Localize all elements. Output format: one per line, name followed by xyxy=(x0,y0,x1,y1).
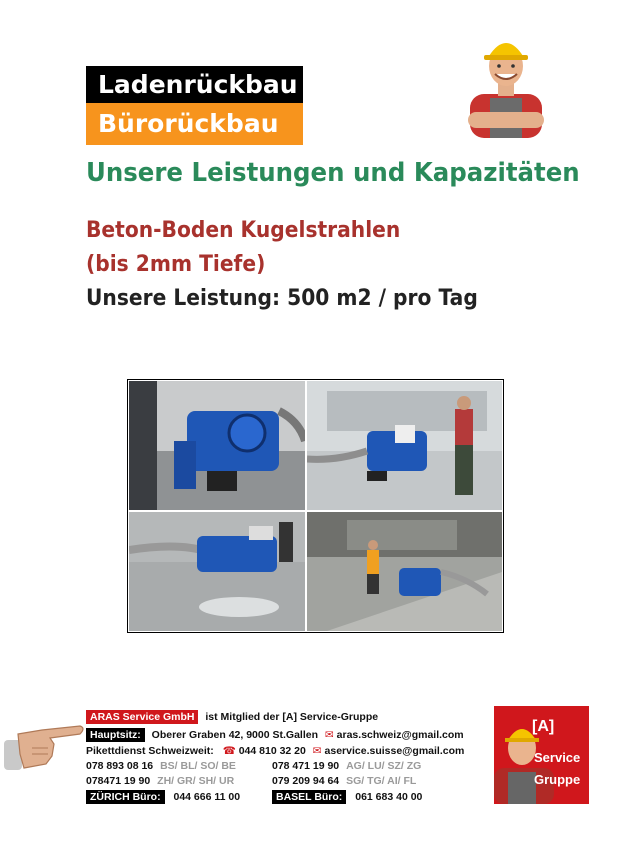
photo-shot-blaster-closeup xyxy=(129,381,305,510)
service-capacity: Unsere Leistung: 500 m2 / pro Tag xyxy=(86,286,478,311)
footer-phone-row-4 xyxy=(272,775,416,787)
member-text: ist Mitglied der [A] Service-Gruppe xyxy=(205,711,379,723)
phone-number[interactable]: 078 893 08 16 xyxy=(86,760,154,772)
email-secondary[interactable]: aservice.suisse@gmail.com xyxy=(324,745,465,757)
hq-label: Hauptsitz: xyxy=(86,728,145,742)
phone-regions: SG/ TG/ AI/ FL xyxy=(346,775,417,787)
footer-hq-line xyxy=(86,729,464,741)
service-depth: (bis 2mm Tiefe) xyxy=(86,252,266,277)
photo-worker-in-hall xyxy=(307,381,502,510)
footer-picket-line xyxy=(86,745,464,757)
footer-company-line xyxy=(86,711,378,723)
footer-phone-row-3 xyxy=(86,775,234,787)
photo-large-hall-operation xyxy=(307,512,502,631)
phone-number[interactable]: 079 209 94 64 xyxy=(272,775,340,787)
footer-phone-row-1 xyxy=(86,760,236,772)
email-icon: ✉ xyxy=(324,729,334,741)
picket-phone[interactable]: 044 810 32 20 xyxy=(238,745,306,757)
picket-label: Pikettdienst Schweizweit: xyxy=(86,745,214,757)
photo-grid xyxy=(127,379,504,633)
company-name-badge: ARAS Service GmbH xyxy=(86,710,198,724)
title-ladenrueckbau: Ladenrückbau xyxy=(86,66,303,103)
service-name: Beton-Boden Kugelstrahlen xyxy=(86,218,401,243)
photo-machine-with-hose xyxy=(129,512,305,631)
zurich-label: ZÜRICH Büro: xyxy=(86,790,165,804)
headline: Unsere Leistungen und Kapazitäten xyxy=(86,158,580,188)
logo-bracket: [A] xyxy=(532,718,555,735)
email-icon: ✉ xyxy=(312,745,322,757)
basel-phone[interactable]: 061 683 40 00 xyxy=(355,791,423,803)
footer-phone-row-2 xyxy=(272,760,421,772)
email-primary[interactable]: aras.schweiz@gmail.com xyxy=(336,729,464,741)
hq-address: Oberer Graben 42, 9000 St.Gallen xyxy=(151,729,319,741)
phone-regions: ZH/ GR/ SH/ UR xyxy=(157,775,235,787)
phone-number[interactable]: 078471 19 90 xyxy=(86,775,151,787)
phone-regions: AG/ LU/ SZ/ ZG xyxy=(346,760,422,772)
phone-regions: BS/ BL/ SO/ BE xyxy=(160,760,236,772)
logo-word-gruppe: Gruppe xyxy=(534,772,581,787)
pointing-hand-icon xyxy=(2,704,86,778)
logo-word-service: Service xyxy=(534,750,581,765)
footer-basel-line xyxy=(272,791,422,803)
worker-mascot-image xyxy=(462,32,550,138)
phone-icon: ☎ xyxy=(222,745,236,757)
a-service-gruppe-logo xyxy=(494,706,589,804)
footer-offices-line xyxy=(86,791,240,803)
zurich-phone[interactable]: 044 666 11 00 xyxy=(173,791,241,803)
phone-number[interactable]: 078 471 19 90 xyxy=(272,760,340,772)
basel-label: BASEL Büro: xyxy=(272,790,346,804)
title-bueroruckbau: Bürorückbau xyxy=(86,103,303,145)
